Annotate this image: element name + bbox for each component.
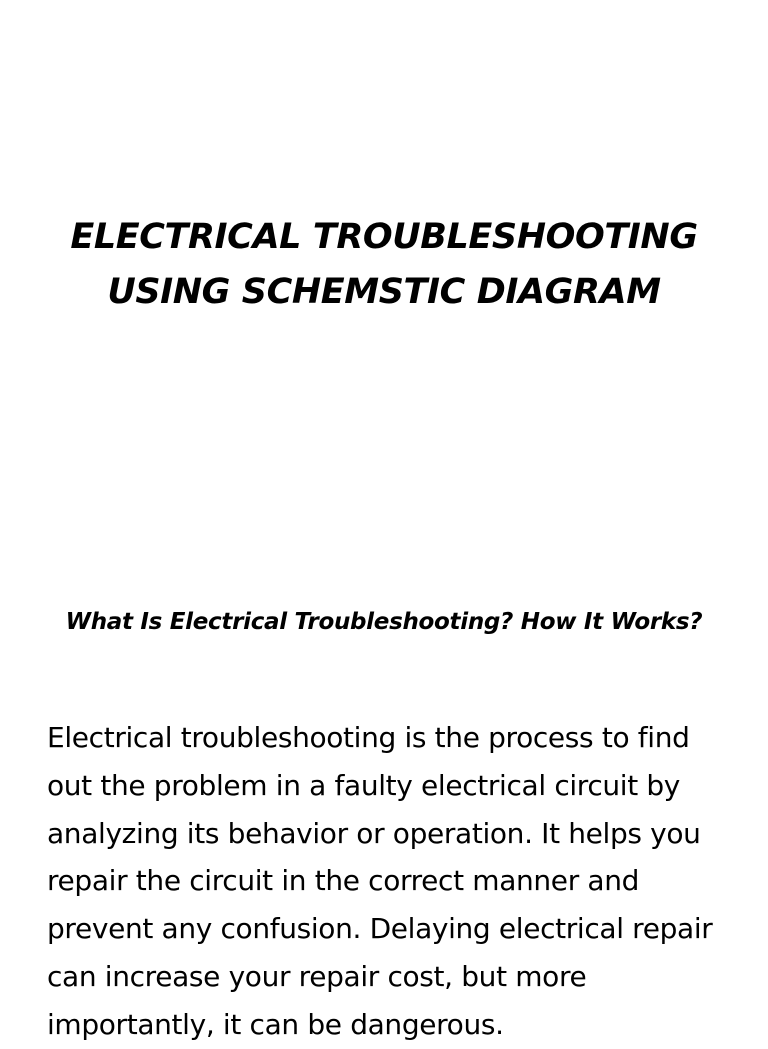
section-heading: What Is Electrical Troubleshooting? How It Works?: [65, 609, 703, 635]
paragraph-line-2: out the problem in a faulty electrical circuit by: [47, 768, 681, 802]
title-line-2: USING SCHEMSTIC DIAGRAM: [107, 272, 661, 312]
paragraph-line-5: prevent any confusion. Delaying electrical repair: [47, 912, 713, 946]
paragraph-line-6: can increase your repair cost, but more: [47, 959, 587, 993]
title-line-1: ELECTRICAL TROUBLESHOOTING: [70, 217, 698, 257]
paragraph-line-4: repair the circuit in the correct manner and: [47, 864, 640, 898]
paragraph-line-7: importantly, it can be dangerous.: [47, 1007, 504, 1041]
body-paragraph: [47, 714, 747, 1049]
paragraph-line-1: Electrical troubleshooting is the process to find: [47, 721, 690, 754]
paragraph-line-3: analyzing its behavior or operation. It helps you: [47, 816, 701, 850]
document-title: [40, 210, 728, 320]
